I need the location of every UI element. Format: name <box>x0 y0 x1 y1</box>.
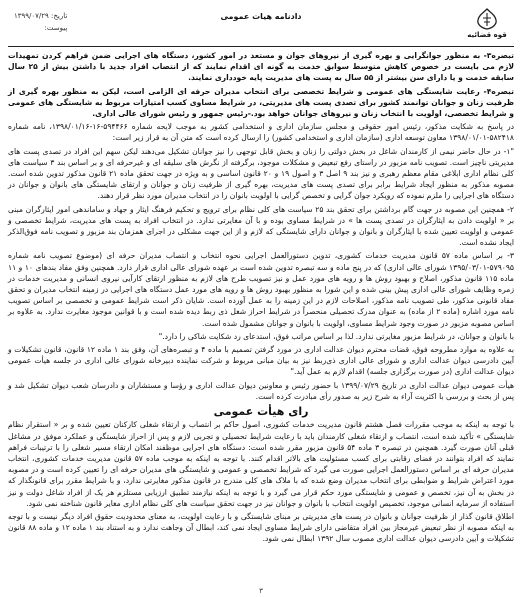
header-divider <box>8 46 514 47</box>
body-paragraph: ۲- همچنین این مصوبه در جهت گام برداشتن برای تحقق بند ۲۵ سیاست های کلی نظام برای ترویج و تحکیم فرهنگ ایثار و جهاد و ساماندهی امور ایثارگران مبنی بر « اولویت دادن به ایثارگران در تصدی پست ها » در شرایط مساوی بوده و با آن مغایرتی ندارد. در انتخاب افراد به پست های مدیریت، شرایط تخصصی و عمومی و اولویت تعیین شده با ایثارگران و بانوان و جوانان دارای شایستگی که لازم و از این جهت مشکلی در اجرای همزمان بند مزبور و تصویب نامه فوق‌الذکر ایجاد نشده است. <box>8 204 514 248</box>
document-meta <box>14 10 67 34</box>
document-title: دادنامه هیات عمومی <box>220 12 302 21</box>
body-paragraph: با بانوان و جوانان، در شرایط مزبور مغایرتی ندارد. لذا بر اساس مراتب فوق، استدعای رد شکایت شاکی را دارد." <box>158 331 514 341</box>
body-paragraph: با توجه به اینکه به موجب مقررات فصل هشتم قانون مدیریت خدمات کشوری، اصول حاکم بر انتصاب و ارتقاء شغلی کارکنان تعیین شده و بر « استقرار نظام شایستگی » تأکید شده است، انتصاب و ارتقاء شغلی کارمندان باید با رعایت شرایط تحصیلی و تجربی لازم و پس از احراز شایستگی و عملکرد موفق در مشاغل قبلی آنان صورت گیرد. همچنین در تبصره ۳ ماده ۵۴ قانون مزبور مقرر شده است: دستگاه های اجرایی موظفند امکان ارتقاء مسیر شغلی را با ترتیبات فراهم نمایند که افراد بتوانند در فضای رقابتی برای کسب مسئولیت های بالاتر اقدام کنند. با توجه به اینکه به موجب ماده ۵۷ قانون مدیریت خدمات کشوری، انتخاب مدیران حرفه ای بر اساس دستورالعمل اجرایی صورت می گیرد که شرایط تخصصی و عمومی و شایستگی های مدیران حرفه ای را تعیین کرده است و در مصوبه مورد اعتراض شرایط و ضوابطی برای انتخاب مدیران وضع شده که با ملاک های کلی مندرج در قانون مذکور مغایرتی ندارد، و با شرایط مقرر برای قانونگذار که در بخش به آن نیز، تخصص و عمومی و شایستگی مورد حکم قرار می گیرد و با توجه به اینکه نیازمند تطبیق ارزیابی مستلزم هر یک از افراد شاغل دولت و نیز استفاده از سرمایه انسانی موجود، تخصیص اولویت انتخاب با بانوان و جوانان نیز در جهت تحقق سیاست های کلی نظام اداری مغایر قانون شناخته نمی شود. <box>8 420 514 508</box>
body-paragraph: ۳- بر اساس ماده ۵۷ قانون مدیریت خدمات کشوری، تدوین دستورالعمل اجرایی نحوه انتخاب و انتصاب مدیران حرفه ای (موضوع تصویب نامه شماره ۵۷۹۰۹۵-۱۳۹۵/۰۳/۰۱ شورای عالی اداری) که در پنج ماده و سه تبصره تدوین شده است بر عهده شورای عالی اداری قرار دارد. همچنین وفق مفاد بندهای ۱۰ و ۱۱ ماده ۱۱۵ قانون مذکور، اصلاح و بهبود روش ها و رویه های مورد عمل و نیز تصویب طرح های لازم به منظور ارتقای کارآیی نیروی انسانی و مدیریت خدمات در زمره وظایف شورای عالی اداری پیش بینی شده و این شورا به منظور بهبود روش ها و رویه های مورد عمل دستگاه های اجرایی در زمینه انتخاب مدیران و تحقق مفاد قانونی مذکور، طی تصویب نامه مذکور، اصلاحات لازم در این زمینه را به عمل آورده است. شایان ذکر است شرایط عمومی و تخصصی بر اساس تصویب نامه مورد اشاره (ماده ۲ از ماده) به عنوان مدرک تحصیلی منحصراً در شرایط احراز شغل ذی ربط دیده شده است و با قوانین موجود مغایرت ندارد. به علاوه بر اساس مصوبه مزبور در صورت وجود شرایط مساوی، اولویت با بانوان و جوانان مشمول شده است. <box>8 251 515 328</box>
body-paragraph: هیأت عمومی دیوان عدالت اداری در تاریخ ۱۳۹۹/۰۷/۲۹ با حضور رئیس و معاونین دیوان عدالت اداری و رؤسا و مستشاران و دادرسان شعب دیوان تشکیل شد و پس از بحث و بررسی با اکثریت آراء به شرح زیر به صدور رأی مبادرت کرده است. <box>8 380 514 401</box>
page-number: ۳ <box>259 587 263 595</box>
body-paragraph: در پاسخ به شکایت مذکور، رئیس امور حقوقی و مجلس سازمان اداری و استخدامی کشور به موجب لایحه شماره ۵۹۴۴۶۶-۱۶-۱۳۹۸/۰۱/۱۶، نامه شماره ۵۸۲۴۱۸-۱۳۹۸/۰۱/۰۱ معاون توسعه اداری (سازمان اداری و استخدامی کشور) را ارسال کرده است که متن آن به قرار زیر است: <box>8 122 515 143</box>
attachment-label: پیوست: <box>44 24 68 32</box>
document-body <box>8 50 514 545</box>
section-title: رای هیأت عمومی <box>213 405 309 419</box>
body-paragraph: تبصره۴- رعایت شایستگی های عمومی و شرایط تخصصی برای انتخاب مدیران حرفه ای الزامی است، لیکن به منظور بهره گیری از ظرفیت زنان و جوانان توانمند کشور برای تصدی پست های مدیریتی، در شرایط مساوی کسب امتیازات مربوط به شایستگی های عمومی و شرایط تخصصی، اولویت با انتخاب زنان و نیروهای جوانان خواهد بود.-رئیس جمهور و رئیس شورای عالی اداری. <box>8 86 514 119</box>
date-label: تاریخ: <box>51 12 68 20</box>
body-paragraph: به علاوه به موارد مطروحه فوق، قضات محترم دیوان عدالت اداری در مورد گرفتن تصمیم با ماده ۴ و تبصره‌های آن، وفق بند ۱ ماده ۱۲ قانون، قانون تشکیلات و آیین دادرسی دیوان عدالت اداری و شورای عالی اداری ذی‌ربط نیز به بیان مبانی مربوط و شرکت نماینده دبیرخانه شورای عالی اداری در جلسه هیأت عمومی دیوان عدالت اداری (در صورت برگزاری جلسه) اقدام لازم به عمل آید." <box>8 345 514 377</box>
body-section-bottom <box>8 419 514 544</box>
document-header <box>8 6 514 44</box>
body-paragraph: "۱- در حال حاضر نیمی از کارمندان شاغل در بخش دولتی را زنان و بخش قابل توجهی را نیز جوانان تشکیل می‌دهند لیکن سهم این افراد در تصدی پست های مدیریتی ناچیز است. تصویب نامه مزبور در راستای رفع تبعیض و مشکلات موجود، برگرفته از نگرش های سلیقه ای و غیرحرفه ای و بر اساس بند ۳ سیاست های کلی نظام اداری ابلاغی مقام معظم رهبری و نیز بند ۹ اصل ۳ و اصول ۱۹ و ۲۰ قانون اساسی و به ویژه در جهت تحقق ماده ۲۱ قانون مذکور تدوین شده است. مصوبه مذکور به منظور ایجاد شرایط برابر برای تصدی پست های مدیریت، بهره گیری از ظرفیت زنان و جوانان و ارتقای شایستگی های بانوان و جوانان در دستگاه های اجرایی را ملزم نموده که رویکرد جوان گرایی و تخصص گرایی با اولویت بانوان را در انتخاب مدیران مورد نظر قرار دهند. <box>8 146 514 201</box>
body-paragraph: اطلاق قانون گذار از ظرفیت جوانان و بانوان در پست های مدیریتی بر مبنای شایستگی و با رعایت اولویت، به معنای محدودیت حقوق افراد دیگر نیست و با توجه به اینکه مصوبه از نظر تبعیض غیرمجاز بین افراد متقاضی دارای شرایط مساوی ایجاد نمی کند، ابطال آن وجاهت ندارد و به استناد بند ۱ ماده ۱۲ و ماده ۸۸ قانون تشکیلات و آیین دادرسی دیوان عدالت اداری مصوب سال ۱۳۹۲ ابطال نمی شود. <box>8 511 514 544</box>
attachment-line <box>14 22 67 34</box>
body-paragraph: تبصره۳- به منظور جوانگرایی و بهره گیری از نیروهای جوان و مستعد در امور کشور، دستگاه های اجرایی ضمن فراهم کردن تمهیدات لازم می بایست در خصوص کاهش متوسط سوابق خدمت به گونه ای اقدام نمایند که از انتصاب افراد جدید با داشتن بیش از ۲۵ سال سابقه خدمت و یا دارای سن بیشتر از ۵۵ سال به پست های مدیریت پایه خودداری نمایند. <box>8 51 514 83</box>
logo-caption: قوه قضائیه <box>467 31 507 39</box>
body-section-top <box>8 50 514 402</box>
date-value: ۱۳۹۹/۰۷/۲۹ <box>14 12 49 20</box>
date-line <box>14 10 67 22</box>
